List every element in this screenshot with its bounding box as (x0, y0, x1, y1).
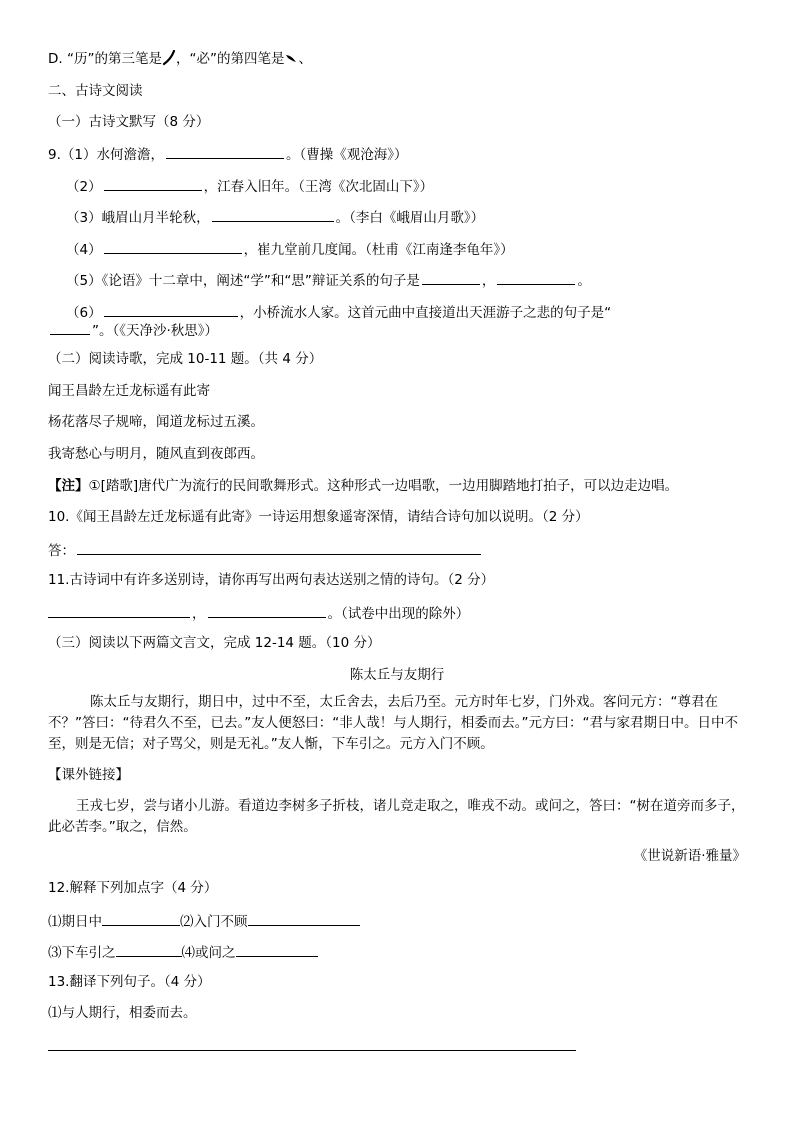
subsection-classical: （三）阅读以下两篇文言文，完成 12-14 题。（10 分） (48, 635, 381, 651)
q9-3 (66, 207, 484, 227)
q9-2-suffix: ，江春入旧年。（王湾《次北固山下》） (203, 179, 434, 195)
q12-4-answer-blank[interactable] (236, 942, 318, 957)
q13-1-answer-blank[interactable] (48, 1050, 576, 1051)
q9-3-answer-blank[interactable] (212, 207, 334, 222)
note-label: 【注】 (48, 478, 89, 494)
q12-3-answer-blank[interactable] (116, 942, 182, 957)
option-d-text-a: D. “历”的第三笔是 (48, 51, 162, 67)
dot-stroke-icon (284, 50, 298, 66)
option-d (48, 50, 312, 68)
q9-6-middle: ，小桥流水人家。这首元曲中直接道出天涯游子之悲的句子是“ (239, 305, 612, 321)
q11-comma: ， (192, 606, 206, 622)
subsection-dictation: （一）古诗文默写（8 分） (48, 114, 210, 130)
poem-note (48, 477, 678, 495)
text-title: 陈太丘与友期行 (349, 667, 445, 683)
q10-answer-blank[interactable] (77, 540, 481, 555)
q9-2-prefix: （2） (66, 179, 102, 195)
q12-4-label: ⑷或问之 (181, 945, 236, 961)
q9-3-suffix: 。（李白《峨眉山月歌》） (335, 210, 485, 226)
q13-1: ⑴与人期行，相委而去。 (48, 1005, 197, 1021)
q9-4-prefix: （4） (66, 242, 102, 258)
q13: 13.翻译下列句子。（4 分） (48, 974, 211, 990)
q9-6-suffix: ”。（《天净沙·秋思》） (92, 323, 219, 339)
q9-5-comma: ， (481, 273, 496, 289)
q9-1-prefix: 9.（1）水何澹澹， (48, 147, 164, 163)
poem-line-1: 杨花落尽子规啼，闻道龙标过五溪。 (48, 414, 264, 430)
q10-answer-line (48, 540, 483, 560)
extra-link-body: 王戎七岁，尝与诸小儿游。看道边李树多子折枝，诸儿竞走取之，唯戎不动。或问之，答曰：“树在道旁而多子，此必苦李。”取之，信然。 (48, 798, 745, 835)
pie-stroke-icon (162, 50, 176, 66)
q11-suffix: 。（试卷中出现的除外） (327, 606, 470, 622)
q9-5-suffix: 。 (577, 273, 591, 289)
q9-6 (66, 302, 611, 322)
q12: 12.解释下列加点字（4 分） (48, 880, 218, 896)
q11-answer-line (48, 603, 469, 623)
extra-link-label: 【课外链接】 (48, 767, 129, 783)
q9-1-suffix: 。（曹操《观沧海》） (285, 147, 408, 163)
source-citation: 《世说新语·雅量》 (633, 848, 746, 864)
q9-2 (66, 176, 433, 196)
q9-4 (66, 239, 514, 259)
option-d-text-c: 、 (298, 51, 312, 67)
q9-5-prefix: （5）《论语》十二章中，阐述“学”和“思”辩证关系的句子是 (66, 273, 420, 289)
q9-3-prefix: （3）峨眉山月半轮秋， (66, 210, 210, 226)
q9-4-suffix: ，崔九堂前几度闻。（杜甫《江南逢李龟年》） (243, 242, 514, 258)
poem-title: 闻王昌龄左迁龙标遥有此寄 (48, 383, 210, 399)
text-body: 陈太丘与友期行，期日中，过中不至，太丘舍去，去后乃至。元方时年七岁，门外戏。客问元方：“尊君在不？”答曰：“待君久不至，已去。”友人便怒曰：“非人哉！与人期行，相委而去。”元方曰：“君与家君期日中。日中不至，则是无信；对子骂父，则是无礼。”友人惭，下车引之。元方入门不顾。 (48, 694, 738, 752)
q9-4-answer-blank[interactable] (104, 239, 242, 254)
subsection-poem: （二）阅读诗歌，完成 10-11 题。（共 4 分） (48, 351, 323, 367)
q11-answer-blank-1[interactable] (48, 603, 190, 618)
option-d-text-b: ，“必”的第四笔是 (175, 51, 285, 67)
q9-5-answer-blank-2[interactable] (497, 270, 575, 285)
q12-2-label: ⑵入门不顾 (180, 914, 248, 930)
poem-line-2: 我寄愁心与明月，随风直到夜郎西。 (48, 446, 264, 462)
q10: 10.《闻王昌龄左迁龙标遥有此寄》一诗运用想象遥寄深情，请结合诗句加以说明。（2 分） (48, 509, 589, 525)
q9-6-answer-blank-1[interactable] (104, 302, 238, 317)
q12-row-2 (48, 942, 318, 962)
q9-6-continued (48, 320, 218, 340)
q12-1-answer-blank[interactable] (102, 911, 180, 926)
q9-6-prefix: （6） (66, 305, 102, 321)
note-text: ①[踏歌]唐代广为流行的民间歌舞形式。这种形式一边唱歌，一边用脚踏地打拍子，可以边走边唱。 (88, 478, 679, 494)
q12-1-label: ⑴期日中 (48, 914, 102, 930)
q12-row-1 (48, 911, 360, 931)
section-heading-poetry: 二、古诗文阅读 (48, 83, 143, 99)
q9-6-answer-blank-2[interactable] (50, 320, 90, 335)
q11: 11.古诗词中有许多送别诗，请你再写出两句表达送别之情的诗句。（2 分） (48, 572, 495, 588)
q9-5-answer-blank-1[interactable] (422, 270, 480, 285)
q10-answer-label: 答： (48, 543, 75, 559)
q9-1 (48, 144, 407, 164)
q12-3-label: ⑶下车引之 (48, 945, 116, 961)
q12-2-answer-blank[interactable] (248, 911, 360, 926)
q9-1-answer-blank[interactable] (166, 144, 284, 159)
q9-5 (66, 270, 591, 290)
q11-answer-blank-2[interactable] (208, 603, 326, 618)
q9-2-answer-blank[interactable] (104, 176, 202, 191)
